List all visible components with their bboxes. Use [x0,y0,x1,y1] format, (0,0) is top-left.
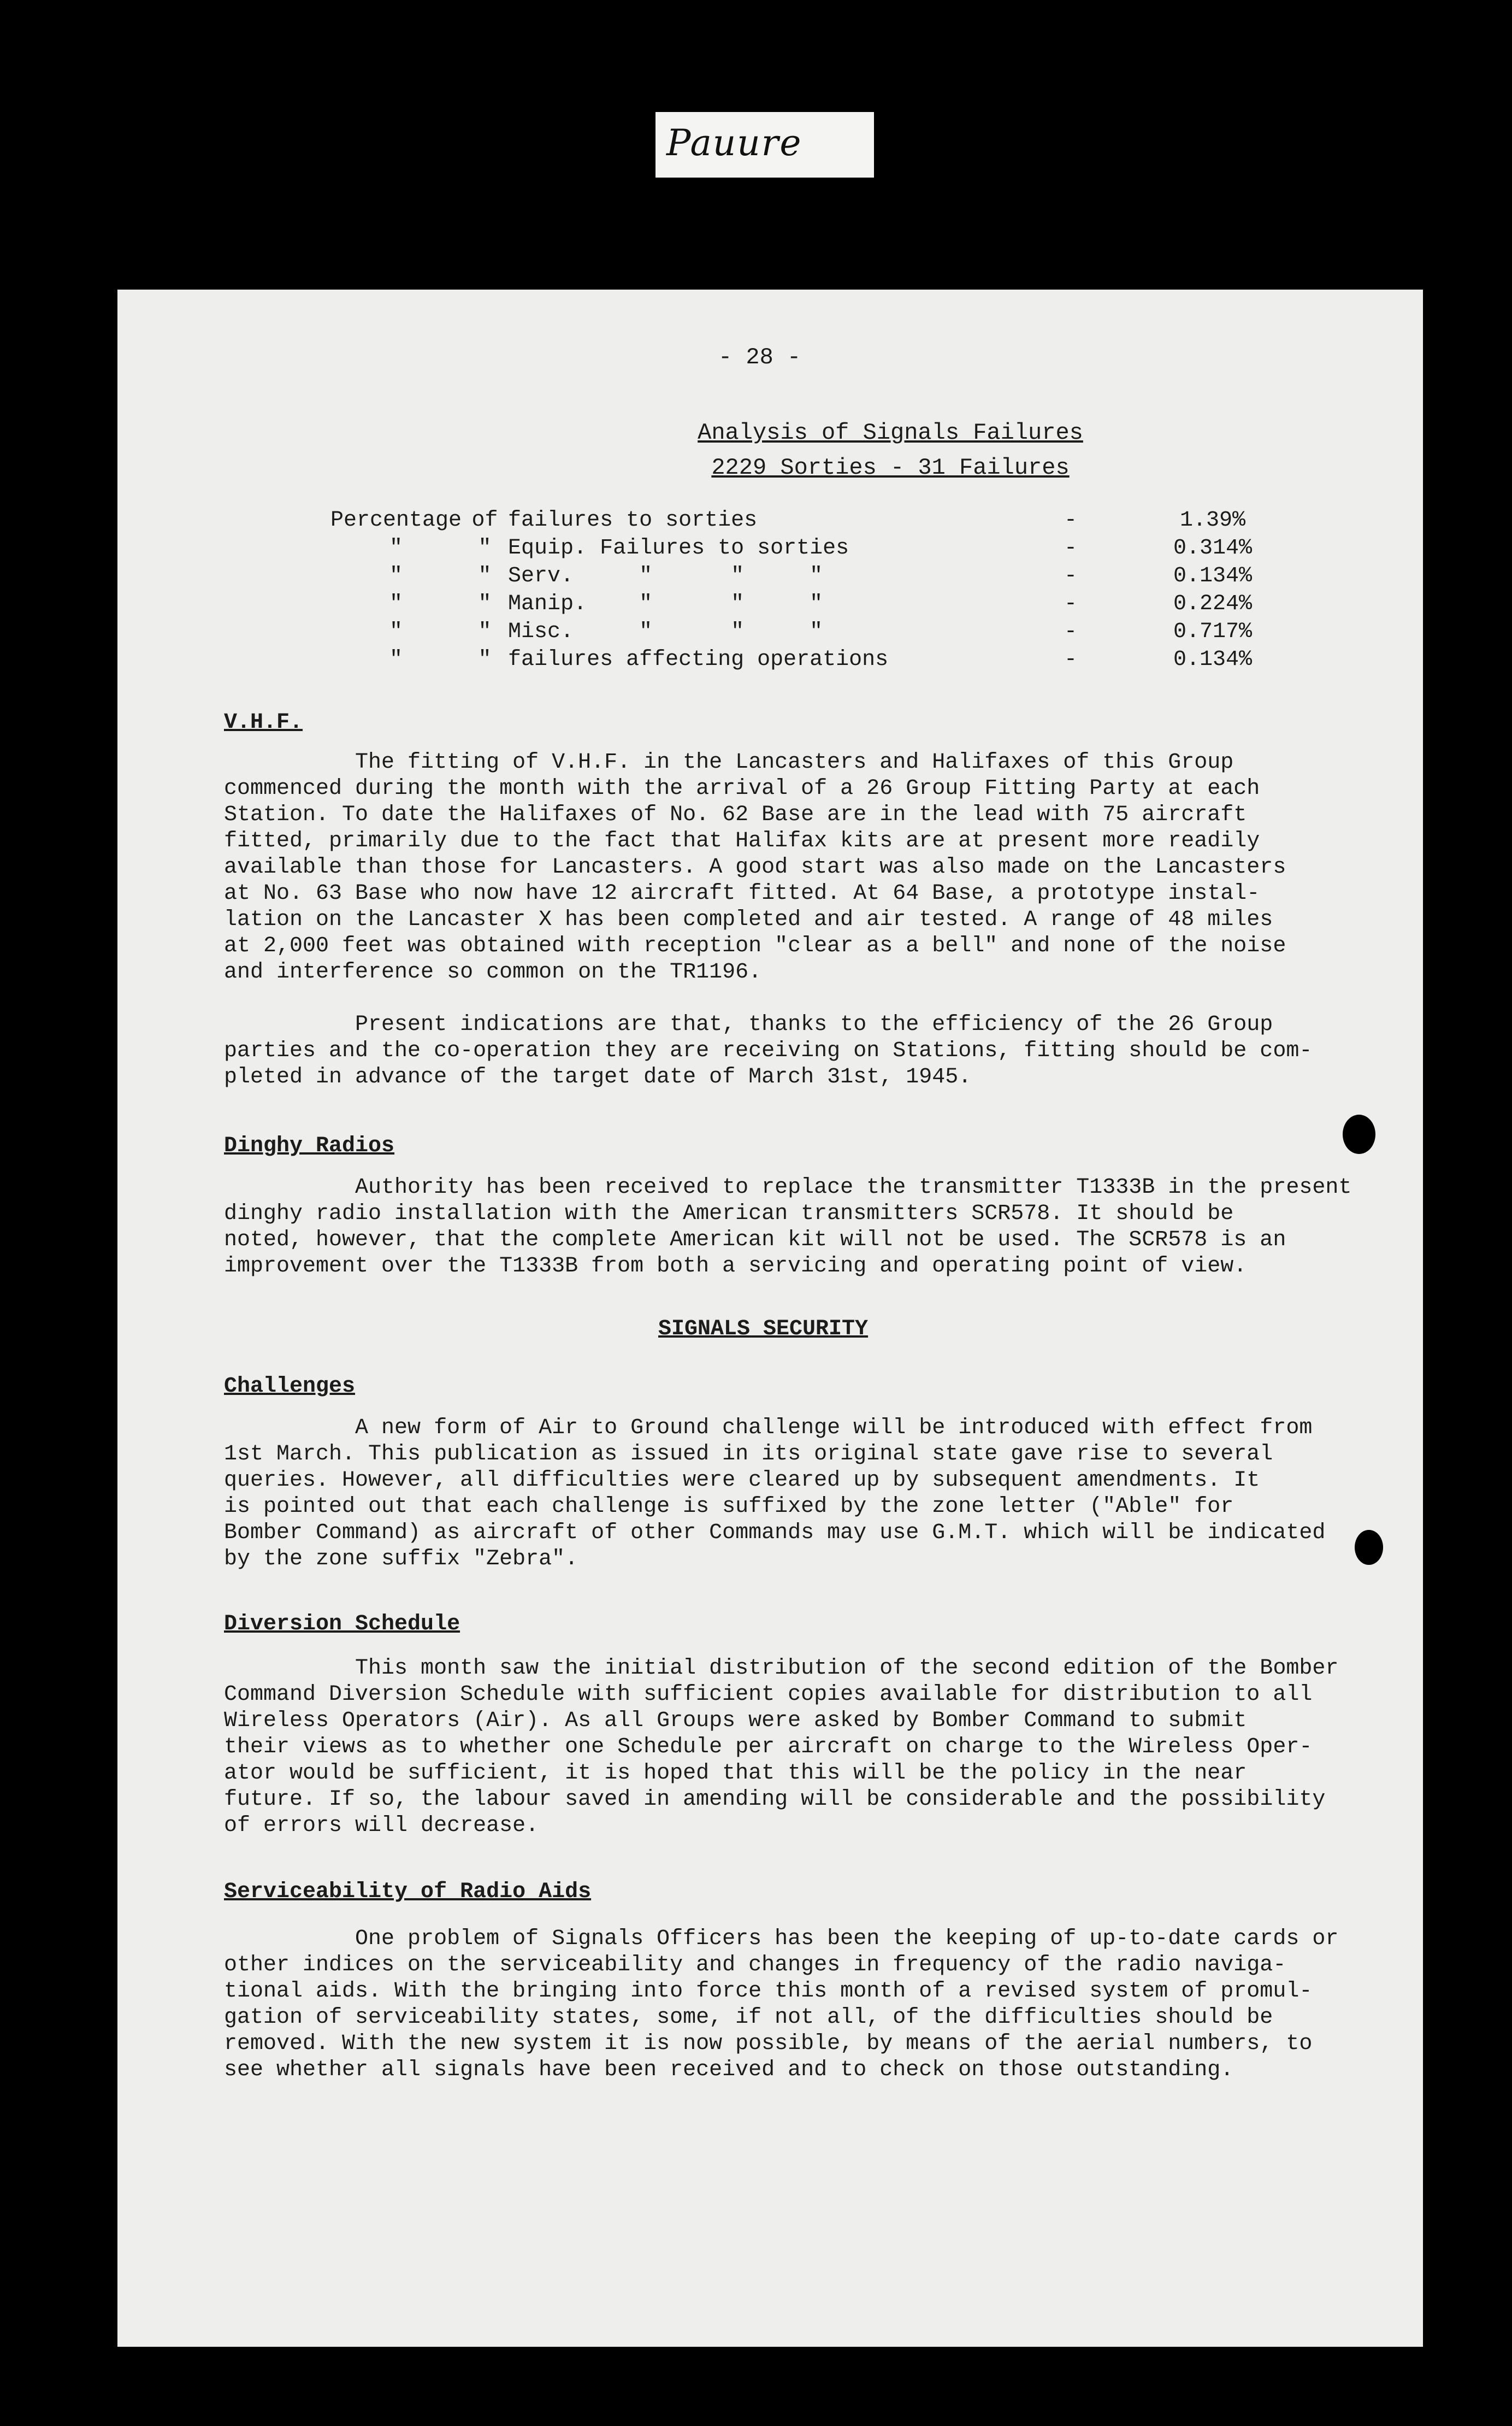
analysis-heading [617,415,1163,485]
text-line: is pointed out that each challenge is suffixed by the zone letter ("Able" for [224,1494,1234,1519]
row-prefix-1: " [389,647,403,672]
percentage-row [330,647,1284,675]
file-tab-label [655,112,874,178]
analysis-title: Analysis of Signals Failures [698,420,1083,446]
signals-security-heading: SIGNALS SECURITY [658,1317,869,1341]
row-description: failures to sorties [508,508,758,533]
text-line: Authority has been received to replace the transmitter T1333B in the present [224,1175,1352,1200]
row-prefix-2: " [478,592,492,616]
text-line: future. If so, the labour saved in amending will be considerable and the possibility [224,1787,1326,1812]
challenges-heading: Challenges [224,1374,356,1399]
row-prefix-2: " [478,536,492,561]
diversion-heading: Diversion Schedule [224,1612,460,1636]
text-line: fitted, primarily due to the fact that Halifax kits are at present more readily [224,829,1260,853]
text-line: The fitting of V.H.F. in the Lancasters and Halifaxes of this Group [224,750,1234,775]
text-line: Present indications are that, thanks to the efficiency of the 26 Group [224,1012,1273,1037]
text-line: available than those for Lancasters. A good start was also made on the Lancasters [224,855,1286,880]
row-prefix-2: " [478,564,492,588]
vhf-paragraph-1 [224,750,1327,986]
text-line: Station. To date the Halifaxes of No. 62 Base are in the lead with 75 aircraft [224,803,1247,827]
punch-hole-mark [1355,1530,1383,1565]
row-description: failures affecting operations [508,647,889,672]
serviceability-paragraph [224,1926,1339,2083]
dinghy-heading: Dinghy Radios [224,1134,395,1158]
row-value: 0.134% [1173,564,1253,588]
text-line: Command Diversion Schedule with sufficient copies available for distribution to all [224,1682,1313,1707]
row-value: 1.39% [1180,508,1246,533]
row-description: Equip. Failures to sorties [508,536,849,561]
challenges-paragraph [224,1415,1327,1573]
serviceability-heading: Serviceability of Radio Aids [224,1880,592,1904]
percentage-row [330,592,1284,620]
text-line: and interference so common on the TR1196. [224,960,762,985]
row-prefix-1: " [389,564,403,588]
vhf-paragraph-2 [224,1012,1327,1091]
percentage-row [330,620,1284,647]
text-line: removed. With the new system it is now possible, by means of the aerial numbers, to [224,2032,1313,2056]
text-line: see whether all signals have been received and to check on those outstanding. [224,2058,1234,2082]
percentage-row [330,508,1284,536]
text-line: noted, however, that the complete American kit will not be used. The SCR578 is an [224,1228,1286,1252]
text-line: at 2,000 feet was obtained with reception "clear as a bell" and none of the noise [224,934,1286,958]
text-line: other indices on the serviceability and changes in frequency of the radio naviga- [224,1953,1286,1977]
row-prefix-1: Percentage [330,508,462,533]
row-prefix-1: " [389,536,403,561]
text-line: improvement over the T1333B from both a servicing and operating point of view. [224,1254,1247,1279]
dinghy-paragraph [224,1175,1352,1280]
text-line: 1st March. This publication as issued in its original state gave rise to several [224,1442,1273,1467]
row-value: 0.717% [1173,620,1253,644]
row-dash: - [1064,647,1078,672]
text-line: by the zone suffix "Zebra". [224,1547,578,1571]
text-line: One problem of Signals Officers has been the keeping of up-to-date cards or [224,1927,1339,1951]
row-dash: - [1064,564,1078,588]
text-line: Wireless Operators (Air). As all Groups were asked by Bomber Command to submit [224,1709,1247,1733]
vhf-heading: V.H.F. [224,710,303,735]
diversion-paragraph [224,1656,1339,1839]
percentage-row [330,564,1284,592]
text-line: dinghy radio installation with the American transmitters SCR578. It should be [224,1202,1234,1226]
text-line: parties and the co-operation they are receiving on Stations, fitting should be com- [224,1039,1313,1063]
row-dash: - [1064,592,1078,616]
text-line: at No. 63 Base who now have 12 aircraft fitted. At 64 Base, a prototype instal- [224,881,1260,906]
row-value: 0.314% [1173,536,1253,561]
text-line: queries. However, all difficulties were cleared up by subsequent amendments. It [224,1468,1260,1493]
percentage-row [330,536,1284,564]
text-line: Bomber Command) as aircraft of other Commands may use G.M.T. which will be indicated [224,1521,1326,1545]
row-value: 0.224% [1173,592,1253,616]
row-description: Serv. " " " [508,564,823,588]
text-line: lation on the Lancaster X has been completed and air tested. A range of 48 miles [224,908,1273,932]
text-line: their views as to whether one Schedule per aircraft on charge to the Wireless Oper- [224,1735,1313,1759]
row-value: 0.134% [1173,647,1253,672]
handwritten-label: Pauure [666,122,802,164]
text-line: of errors will decrease. [224,1813,539,1838]
row-prefix-2: " [478,620,492,644]
failure-percentage-table [330,508,1284,675]
row-description: Misc. " " " [508,620,823,644]
punch-hole-mark [1343,1115,1375,1154]
text-line: pleted in advance of the target date of March 31st, 1945. [224,1065,972,1090]
row-prefix-1: " [389,592,403,616]
row-prefix-1: " [389,620,403,644]
text-line: tional aids. With the bringing into force this month of a revised system of promul- [224,1979,1313,2004]
page-number: - 28 - [718,344,801,370]
text-line: ator would be sufficient, it is hoped that this will be the policy in the near [224,1761,1247,1786]
row-prefix-2: of [471,508,498,533]
document-page [117,290,1423,2347]
row-description: Manip. " " " [508,592,823,616]
row-dash: - [1064,508,1078,533]
row-prefix-2: " [478,647,492,672]
text-line: commenced during the month with the arrival of a 26 Group Fitting Party at each [224,776,1260,801]
text-line: A new form of Air to Ground challenge will be introduced with effect from [224,1416,1313,1440]
text-line: gation of serviceability states, some, if not all, of the difficulties should be [224,2005,1273,2030]
analysis-subtitle: 2229 Sorties - 31 Failures [711,455,1070,481]
row-dash: - [1064,536,1078,561]
row-dash: - [1064,620,1078,644]
text-line: This month saw the initial distribution of the second edition of the Bomber [224,1656,1339,1681]
